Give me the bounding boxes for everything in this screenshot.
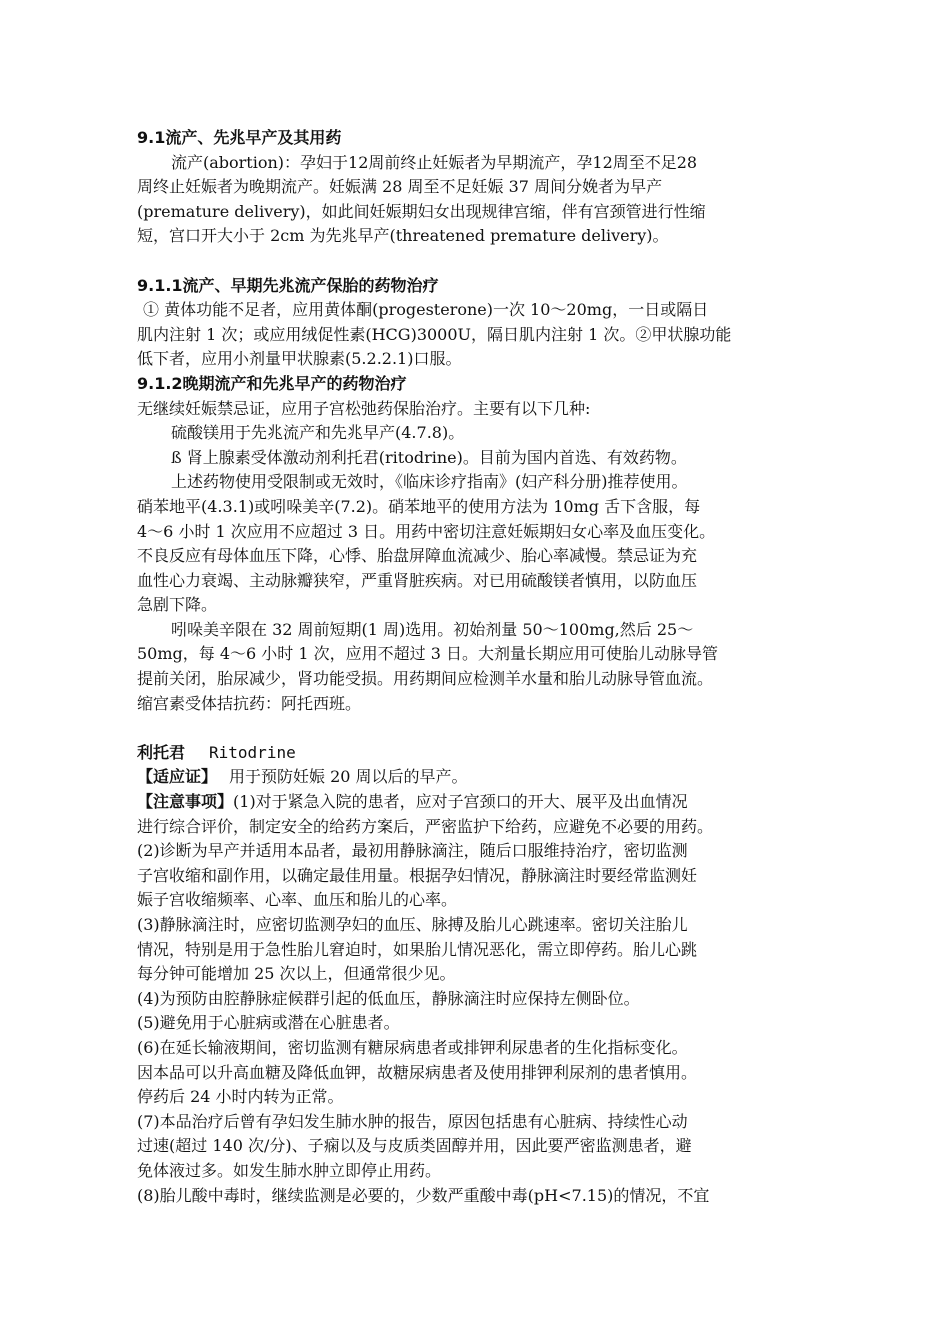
caution-line: (4)为预防由腔静脉症候群引起的低血压，静脉滴注时应保持左侧卧位。 bbox=[137, 988, 640, 1008]
section-heading-9-1-2: 9.1.2晚期流产和先兆早产的药物治疗 bbox=[137, 373, 407, 393]
paragraph-line: 上述药物使用受限制或无效时，《临床诊疗指南》(妇产科分册)推荐使用。 bbox=[171, 472, 688, 492]
caution-line: (5)避免用于心脏病或潜在心脏患者。 bbox=[137, 1013, 400, 1033]
paragraph-line: 血性心力衰竭、主动脉瓣狭窄，严重肾脏疾病。对已用硫酸镁者慎用，以防血压 bbox=[137, 570, 698, 590]
section-heading-9-1-1: 9.1.1流产、早期先兆流产保胎的药物治疗 bbox=[137, 275, 439, 295]
paragraph-line: 缩宫素受体拮抗药：阿托西班。 bbox=[137, 693, 362, 713]
caution-line: 因本品可以升高血糖及降低血钾，故糖尿病患者及使用排钾利尿剂的患者慎用。 bbox=[137, 1062, 698, 1082]
caution-line: 每分钟可能增加 25 次以上，但通常很少见。 bbox=[137, 964, 456, 984]
caution-line: 停药后 24 小时内转为正常。 bbox=[137, 1087, 344, 1107]
caution-label: 【注意事项】 bbox=[137, 792, 234, 812]
caution-text: (1)对于紧急入院的患者，应对子宫颈口的开大、展平及出血情况 bbox=[233, 792, 688, 812]
paragraph-line: 4～6 小时 1 次应用不应超过 3 日。用药中密切注意妊娠期妇女心率及血压变化。 bbox=[137, 521, 716, 541]
paragraph-line: 吲哚美辛限在 32 周前短期(1 周)选用。初始剂量 50～100mg,然后 25～ bbox=[171, 619, 694, 639]
paragraph-line: 周终止妊娠者为晚期流产。妊娠满 28 周至不足妊娠 37 周间分娩者为早产 bbox=[137, 177, 663, 197]
indication-text: 用于预防妊娠 20 周以后的早产。 bbox=[229, 767, 468, 787]
paragraph-line: 流产(abortion)：孕妇于12周前终止妊娠者为早期流产，孕12周至不足28 bbox=[171, 152, 698, 172]
caution-line: 进行综合评价，制定安全的给药方案后，严密监护下给药，应避免不必要的用药。 bbox=[137, 816, 714, 836]
paragraph-line: 硝苯地平(4.3.1)或吲哚美辛(7.2)。硝苯地平的使用方法为 10mg 舌下含服，每 bbox=[137, 496, 701, 516]
drug-name-cn: 利托君 bbox=[137, 742, 186, 762]
caution-line: 免体液过多。如发生肺水肿立即停止用药。 bbox=[137, 1160, 442, 1180]
caution-line: (7)本品治疗后曾有孕妇发生肺水肿的报告，原因包括患有心脏病、持续性心动 bbox=[137, 1111, 688, 1131]
indication-line bbox=[137, 765, 822, 790]
indication-label: 【适应证】 bbox=[137, 767, 218, 787]
list-item: ß 肾上腺素受体激动剂利托君(ritodrine)。目前为国内首选、有效药物。 bbox=[171, 447, 687, 467]
caution-line: (2)诊断为早产并适用本品者，最初用静脉滴注，随后口服维持治疗，密切监测 bbox=[137, 841, 688, 861]
caution-line: 情况，特别是用于急性胎儿窘迫时，如果胎儿情况恶化，需立即停药。胎儿心跳 bbox=[137, 939, 698, 959]
paragraph-line: 低下者，应用小剂量甲状腺素(5.2.2.1)口服。 bbox=[137, 349, 462, 369]
caution-line bbox=[137, 790, 822, 815]
caution-line: 娠子宫收缩频率、心率、血压和胎儿的心率。 bbox=[137, 890, 458, 910]
drug-name-en: Ritodrine bbox=[209, 742, 296, 762]
paragraph-line: 短，宫口开大小于 2cm 为先兆早产(threatened premature delivery)。 bbox=[137, 226, 669, 246]
paragraph-line: 不良反应有母体血压下降，心悸、胎盘屏障血流减少、胎心率减慢。禁忌证为充 bbox=[137, 546, 698, 566]
caution-line: 过速(超过 140 次/分)、子痫以及与皮质类固醇并用，因此要严密监测患者，避 bbox=[137, 1136, 692, 1156]
section-heading-9-1: 9.1流产、先兆早产及其用药 bbox=[137, 128, 342, 147]
paragraph-line: ① 黄体功能不足者，应用黄体酮(progesterone)一次 10～20mg，一日或隔日 bbox=[143, 300, 709, 320]
caution-line: (8)胎儿酸中毒时，继续监测是必要的，少数严重酸中毒(pH<7.15)的情况，不宜 bbox=[137, 1185, 710, 1205]
caution-line: 子宫收缩和副作用，以确定最佳用量。根据孕妇情况，静脉滴注时要经常监测妊 bbox=[137, 865, 698, 885]
paragraph-line: 提前关闭，胎尿减少，肾功能受损。用药期间应检测羊水量和胎儿动脉导管血流。 bbox=[137, 669, 714, 689]
paragraph-line: 急剧下降。 bbox=[137, 595, 218, 615]
paragraph-line: 50mg，每 4～6 小时 1 次，应用不超过 3 日。大剂量长期应用可使胎儿动脉导管 bbox=[137, 644, 719, 664]
paragraph-line: 无继续妊娠禁忌证，应用子宫松弛药保胎治疗。主要有以下几种: bbox=[137, 398, 591, 418]
document-page bbox=[137, 126, 822, 1208]
list-item: 硫酸镁用于先兆流产和先兆早产(4.7.8)。 bbox=[171, 423, 465, 443]
paragraph-line: (premature delivery)，如此间妊娠期妇女出现规律宫缩，伴有宫颈管进行性缩 bbox=[137, 201, 706, 221]
drug-title bbox=[137, 741, 822, 766]
blank-line bbox=[137, 249, 822, 274]
paragraph-line: 肌内注射 1 次；或应用绒促性素(HCG)3000U，隔日肌内注射 1 次。②甲状腺功能 bbox=[137, 324, 732, 344]
blank-line bbox=[137, 716, 822, 741]
caution-line: (3)静脉滴注时，应密切监测孕妇的血压、脉搏及胎儿心跳速率。密切关注胎儿 bbox=[137, 915, 688, 934]
caution-line: (6)在延长输液期间，密切监测有糖尿病患者或排钾利尿患者的生化指标变化。 bbox=[137, 1037, 688, 1057]
